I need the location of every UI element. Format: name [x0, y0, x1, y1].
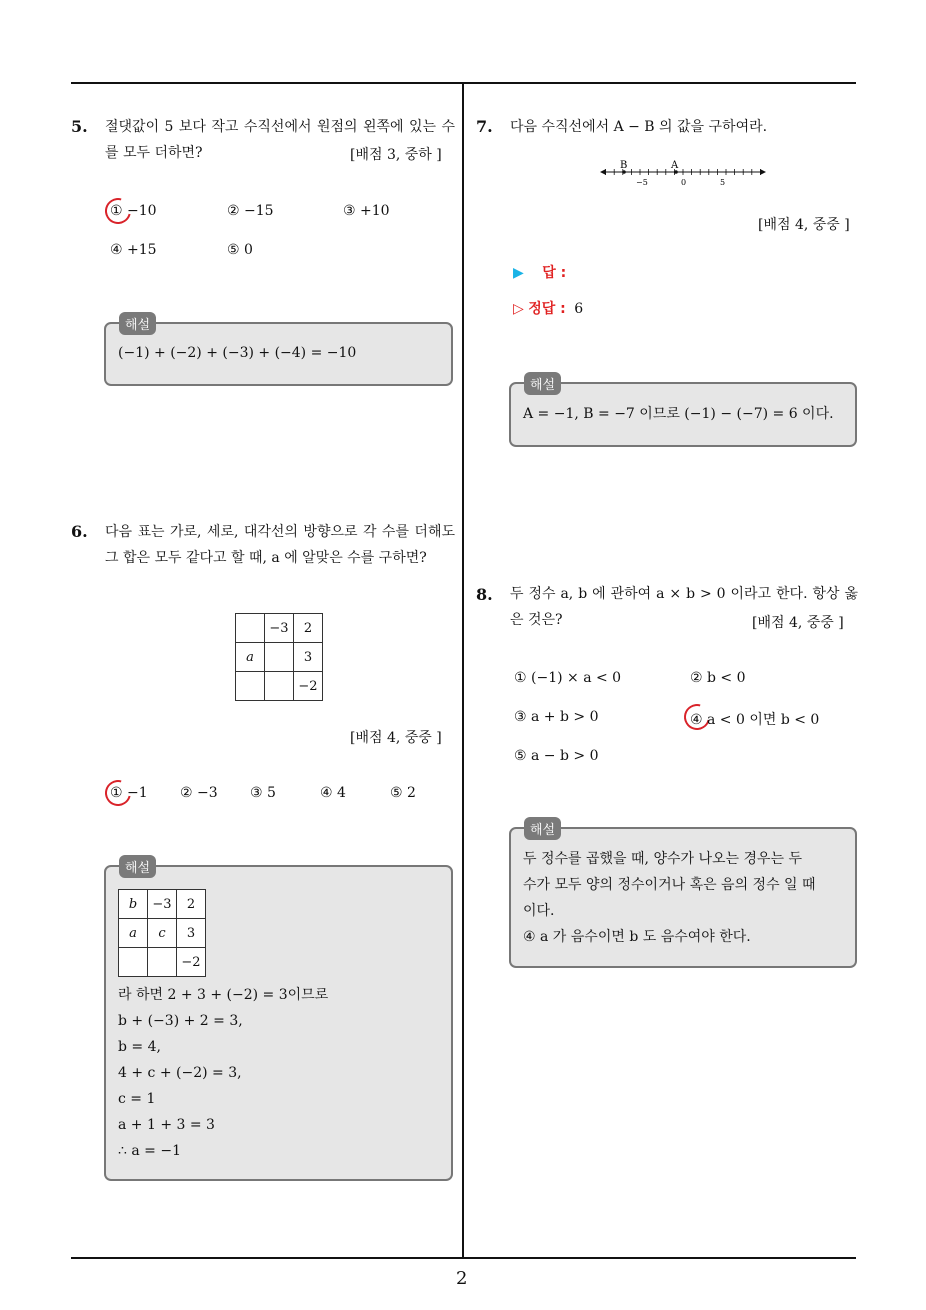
q7-text: 다음 수직선에서 A − B 의 값을 구하여라. — [510, 119, 768, 135]
q6-solution-table — [118, 889, 206, 977]
top-rule — [71, 82, 856, 84]
q6-solution-line: 4 + c + (−2) = 3, — [118, 1065, 242, 1081]
point-a-label: A — [671, 160, 679, 171]
q6-sol-cell — [119, 948, 148, 977]
q6-sol-cell: c — [148, 919, 177, 948]
column-divider — [462, 82, 464, 1258]
page-number: 2 — [456, 1268, 468, 1289]
point-b-label: B — [620, 160, 628, 171]
q8-option-5[interactable]: ⑤ a − b > 0 — [514, 748, 599, 764]
q6-magic-square — [235, 613, 323, 701]
q5-score: [배점 3, 중하 ] — [350, 147, 442, 163]
q5-option-2[interactable]: ② −15 — [227, 203, 274, 219]
bottom-rule — [71, 1257, 856, 1259]
q6-cell: 2 — [294, 614, 323, 643]
q6-solution-line: a + 1 + 3 = 3 — [118, 1117, 215, 1133]
q6-cell: −2 — [294, 672, 323, 701]
q7-number-line — [598, 158, 768, 190]
q7-answer-row — [513, 262, 566, 282]
q7-correct-row — [513, 298, 583, 318]
q6-solution-line: ∴ a = −1 — [118, 1143, 181, 1159]
q8-text: 두 정수 a, b 에 관하여 a × b > 0 이라고 한다. 항상 옳은 것은? — [510, 586, 858, 628]
q8-number: 8. — [476, 585, 493, 604]
q7-score: [배점 4, 중중 ] — [758, 217, 850, 233]
q6-option-2[interactable]: ② −3 — [180, 785, 218, 801]
q8-score: [배점 4, 중중 ] — [752, 615, 844, 631]
q5-text: 절댓값이 5 보다 작고 수직선에서 원점의 왼쪽에 있는 수를 모두 더하면? — [105, 119, 455, 161]
q6-cell: 3 — [294, 643, 323, 672]
q8-solution-line: 수가 모두 양의 정수이거나 혹은 음의 정수 일 때 — [523, 877, 816, 893]
q5-number: 5. — [71, 117, 88, 136]
q6-cell — [265, 643, 294, 672]
q6-cell — [236, 614, 265, 643]
q8-option-3[interactable]: ③ a + b > 0 — [514, 709, 599, 725]
q5-option-1[interactable]: ① −10 — [110, 203, 157, 219]
q6-sol-cell: −2 — [177, 948, 206, 977]
tick-label: −5 — [636, 178, 648, 187]
q8-option-1[interactable]: ① (−1) × a < 0 — [514, 670, 622, 686]
q6-sol-cell: −3 — [148, 890, 177, 919]
q8-option-4[interactable]: ④ a < 0 이면 b < 0 — [690, 712, 820, 728]
q6-solution-line: c = 1 — [118, 1091, 156, 1107]
q6-number: 6. — [71, 522, 88, 541]
q6-solution-line: 라 하면 2 + 3 + (−2) = 3이므로 — [118, 987, 329, 1003]
q6-sol-cell: b — [119, 890, 148, 919]
q5-option-5[interactable]: ⑤ 0 — [227, 242, 253, 258]
q6-solution-line: b + (−3) + 2 = 3, — [118, 1013, 243, 1029]
q6-text: 다음 표는 가로, 세로, 대각선의 방향으로 각 수를 더해도 그 합은 모두 같다고 할 때, a 에 알맞은 수를 구하면? — [105, 524, 455, 566]
correct-arrow-icon: ▷ — [513, 301, 524, 317]
q6-cell — [236, 672, 265, 701]
q6-cell — [265, 672, 294, 701]
q7-correct-label: 정답 : — [528, 301, 566, 317]
q6-sol-cell: 3 — [177, 919, 206, 948]
q6-cell: a — [236, 643, 265, 672]
q5-option-3[interactable]: ③ +10 — [343, 203, 390, 219]
tick-label: 5 — [720, 178, 726, 187]
q7-solution-text: A = −1, B = −7 이므로 (−1) − (−7) = 6 이다. — [523, 406, 834, 422]
q8-solution-tag: 해설 — [524, 817, 561, 840]
q8-solution-line: ④ a 가 음수이면 b 도 음수여야 한다. — [523, 929, 751, 945]
q5-solution-text: (−1) + (−2) + (−3) + (−4) = −10 — [118, 345, 357, 361]
q8-solution-line: 이다. — [523, 903, 555, 919]
q6-sol-cell: a — [119, 919, 148, 948]
q6-solution-tag: 해설 — [119, 855, 156, 878]
tick-label: 0 — [681, 178, 687, 187]
q6-score: [배점 4, 중중 ] — [350, 730, 442, 746]
q6-sol-cell — [148, 948, 177, 977]
q6-option-4[interactable]: ④ 4 — [320, 785, 346, 801]
q5-option-4[interactable]: ④ +15 — [110, 242, 157, 258]
q8-option-2[interactable]: ② b < 0 — [690, 670, 746, 686]
q6-option-3[interactable]: ③ 5 — [250, 785, 276, 801]
q7-solution-tag: 해설 — [524, 372, 561, 395]
q6-option-1[interactable]: ① −1 — [110, 785, 148, 801]
q6-cell: −3 — [265, 614, 294, 643]
q8-solution-line: 두 정수를 곱했을 때, 양수가 나오는 경우는 두 — [523, 851, 803, 867]
q5-solution-tag: 해설 — [119, 312, 156, 335]
q7-correct-value: 6 — [574, 301, 584, 317]
q7-number: 7. — [476, 117, 493, 136]
answer-arrow-icon: ▶ — [513, 265, 524, 281]
q6-solution-line: b = 4, — [118, 1039, 161, 1055]
q6-option-5[interactable]: ⑤ 2 — [390, 785, 416, 801]
q6-sol-cell: 2 — [177, 890, 206, 919]
q7-answer-label: 답 : — [542, 265, 567, 281]
